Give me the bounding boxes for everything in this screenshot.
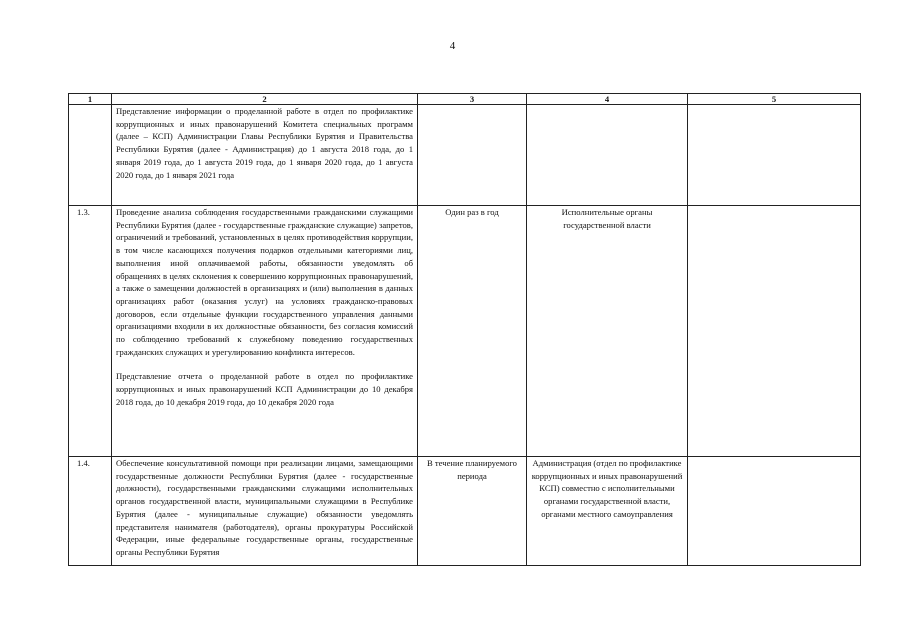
measures-table — [68, 93, 861, 566]
row-executor: Администрация (отдел по профилактике коррупционных и иных правонарушений КСП) совместно с исполнительными органами государственной власти, органами местного самоуправления — [527, 457, 688, 566]
measure-report-text: Представление отчета о проделанной работе в отдел по профилактике коррупционных и иных правонарушений КСП Администрации до 10 декабря 2018 года, до 10 декабря 2019 года, до 10 декабря 2020 года — [116, 371, 413, 407]
header-col-5: 5 — [688, 94, 861, 105]
row-term: Один раз в год — [418, 206, 527, 457]
row-col5 — [688, 206, 861, 457]
measure-text: Проведение анализа соблюдения государственными гражданскими служащими Республики Бурятия (далее - государственные гражданские служащие) запретов, ограничений и требований, установленных в целях противодействия коррупции, в том числе касающихся получения подарков отдельными категориями лиц, выполнения иной оплачиваемой работы, обязанности уведомлять об обращениях в целях склонения к совершению коррупционных правонарушений, а также о замещении должностей в организациях и (или) выполнения в данных организациях работ (оказания услуг) на условиях гражданско-правовых договоров, если отдельные функции государственного управления данными организациями входили в их должностные обязанности, без согласия комиссий по соблюдению требований к служебному поведению государственных гражданских служащих и урегулированию конфликта интересов. — [116, 207, 413, 357]
row-executor — [527, 105, 688, 206]
header-row — [69, 94, 861, 105]
header-col-1: 1 — [69, 94, 112, 105]
row-col5 — [688, 105, 861, 206]
row-number — [69, 105, 112, 206]
header-col-2: 2 — [112, 94, 418, 105]
row-number: 1.3. — [69, 206, 112, 457]
table-row — [69, 105, 861, 206]
row-measure — [112, 105, 418, 206]
page-number: 4 — [449, 40, 456, 52]
row-col5 — [688, 457, 861, 566]
header-col-4: 4 — [527, 94, 688, 105]
row-term — [418, 105, 527, 206]
row-executor: Исполнительные органы государственной власти — [527, 206, 688, 457]
row-measure — [112, 457, 418, 566]
row-number: 1.4. — [69, 457, 112, 566]
row-term: В течение планируемого периода — [418, 457, 527, 566]
measure-text: Обеспечение консультативной помощи при реализации лицами, замещающими государственные должности Республики Бурятия (далее - государственные должности), государственными гражданскими служащими исполнительных органов государственной власти, муниципальными служащими в Республике Бурятия (далее - муниципальные служащие) обязанности уведомлять представителя нанимателя (работодателя), органы прокуратуры Российской Федерации, иные федеральные государственные органы, государственные органы Республики Бурятия — [116, 458, 413, 557]
table-row — [69, 457, 861, 566]
header-col-3: 3 — [418, 94, 527, 105]
measure-text: Представление информации о проделанной работе в отдел по профилактике коррупционных и иных правонарушений Комитета специальных программ (далее – КСП) Администрации Главы Республики Бурятия и Правительства Республики Бурятия (далее - Администрация) до 1 августа 2018 года, до 1 января 2019 года, до 1 августа 2019 года, до 1 января 2020 года, до 1 августа 2020 года, до 1 января 2021 года — [116, 106, 413, 180]
table-row — [69, 206, 861, 457]
row-measure — [112, 206, 418, 457]
